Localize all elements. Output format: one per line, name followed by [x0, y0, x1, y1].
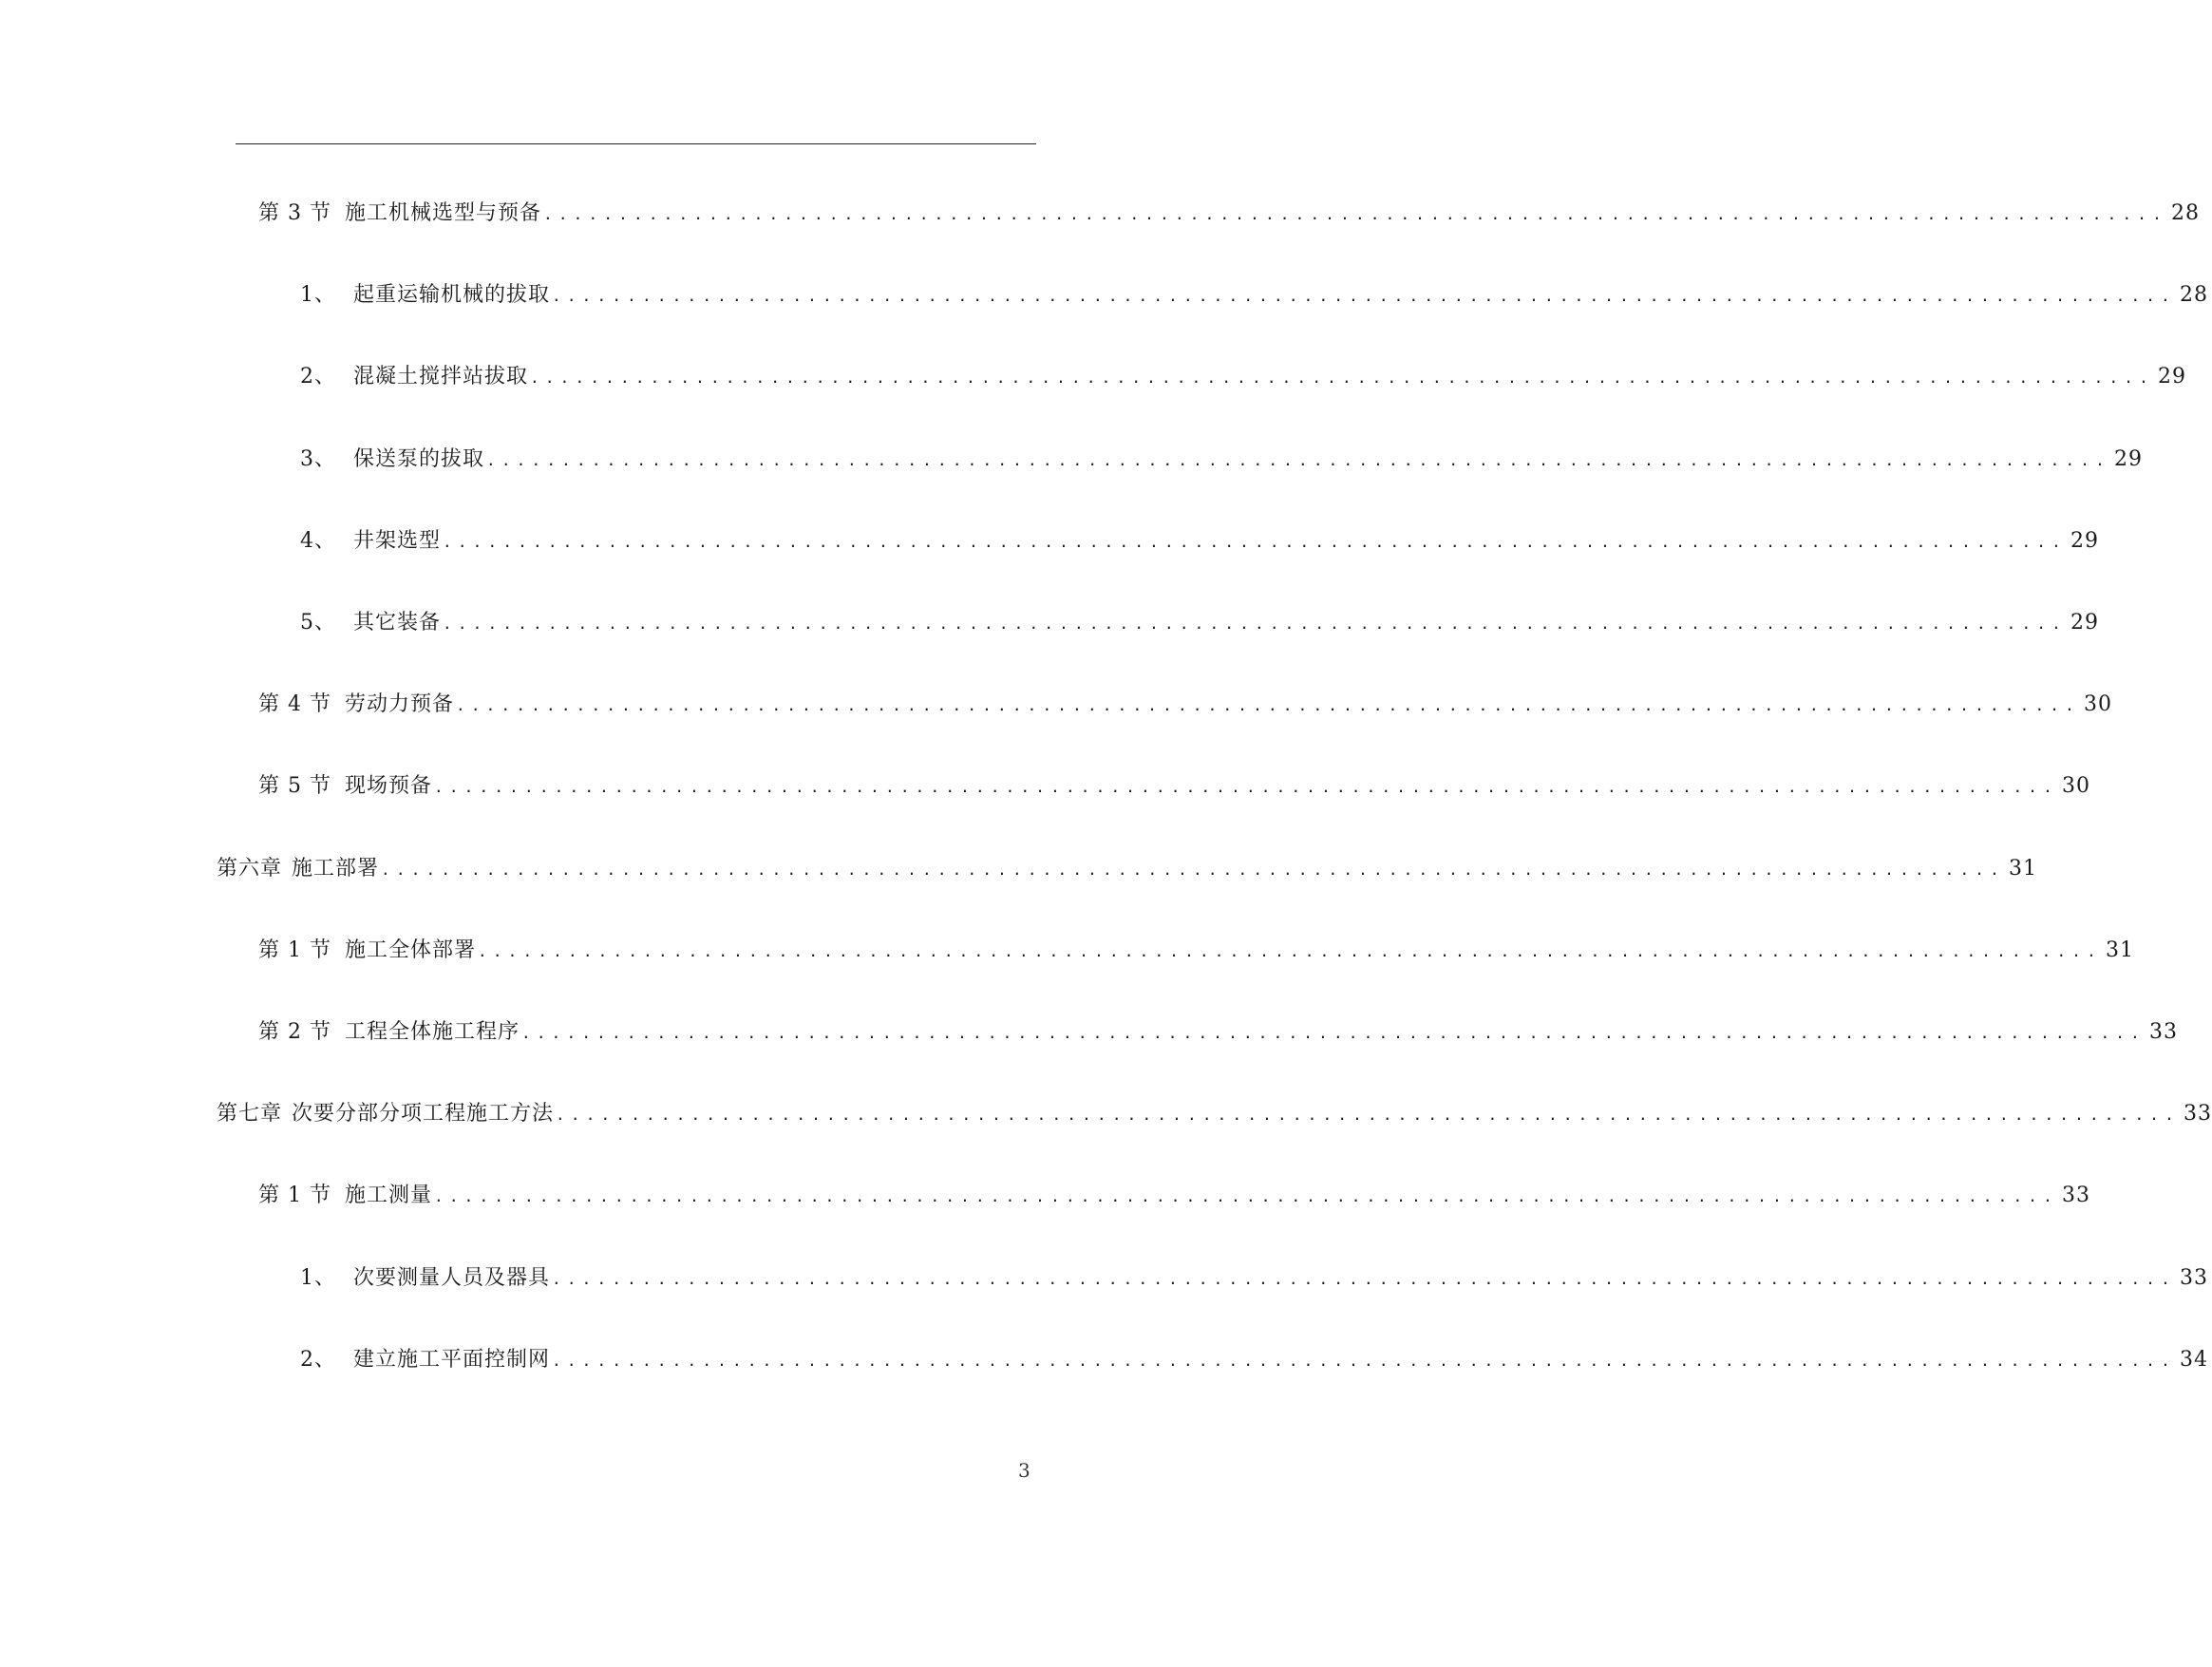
- toc-entry-page: 29: [2157, 365, 2186, 388]
- toc-entry-page: 31: [2105, 938, 2134, 962]
- toc-entry-prefix: 第 3 节: [258, 201, 331, 225]
- toc-entry-title: 现场预备: [344, 774, 432, 798]
- toc-entry-title: 劳动力预备: [344, 692, 454, 716]
- dot-leader: ............................................................................................................: [552, 287, 2176, 305]
- toc-entry-title: 施工测量: [344, 1184, 432, 1207]
- toc-entry[interactable]: [258, 1013, 2178, 1051]
- toc-entry-prefix: 第 5 节: [258, 774, 331, 798]
- toc-entry-title: 井架选型: [353, 529, 442, 553]
- dot-leader: ............................................................................................................: [434, 778, 2058, 796]
- toc-entry-prefix: 第 4 节: [258, 692, 331, 716]
- toc-entry-page: 33: [2179, 1266, 2208, 1290]
- dot-leader: ............................................................................................................: [443, 615, 2067, 633]
- toc-entry[interactable]: [300, 522, 2099, 560]
- toc-entry-prefix: 第 2 节: [258, 1020, 331, 1044]
- toc-entry-title: 其它装备: [353, 611, 442, 635]
- toc-entry[interactable]: [300, 604, 2099, 642]
- toc-entry[interactable]: [258, 932, 2134, 970]
- toc-entry-title: 次要测量人员及器具: [353, 1266, 551, 1290]
- toc-entry-prefix: 第七章: [217, 1102, 283, 1126]
- toc-entry[interactable]: [300, 1341, 2208, 1379]
- toc-entry-prefix: 第 1 节: [258, 938, 331, 962]
- dot-leader: ............................................................................................................: [486, 451, 2110, 469]
- toc-entry-page: 30: [2061, 774, 2090, 798]
- toc-entry-page: 29: [2113, 447, 2143, 471]
- toc-entry-prefix: 1、: [300, 283, 336, 307]
- toc-entry-prefix: 第六章: [217, 857, 283, 881]
- toc-entry-page: 33: [2183, 1102, 2212, 1126]
- toc-entry[interactable]: [300, 276, 2208, 314]
- toc-entry[interactable]: [217, 1095, 2212, 1133]
- dot-leader: ............................................................................................................: [530, 369, 2154, 387]
- toc-entry-page: 31: [2008, 857, 2037, 881]
- toc-entry-prefix: 2、: [300, 365, 336, 388]
- toc-entry-prefix: 2、: [300, 1348, 336, 1372]
- dot-leader: ............................................................................................................: [456, 696, 2080, 714]
- toc-entry-title: 工程全体施工程序: [344, 1020, 520, 1044]
- toc-entry[interactable]: [217, 850, 2037, 888]
- dot-leader: ............................................................................................................: [521, 1024, 2146, 1042]
- toc-entry[interactable]: [258, 686, 2112, 724]
- toc-entry[interactable]: [300, 441, 2143, 479]
- toc-entry[interactable]: [300, 358, 2186, 396]
- toc-entry-prefix: 3、: [300, 447, 336, 471]
- toc-entry-title: 施工全体部署: [344, 938, 476, 962]
- dot-leader: ............................................................................................................: [556, 1106, 2180, 1124]
- toc-entry[interactable]: [258, 767, 2090, 805]
- toc-entry-page: 28: [2170, 201, 2200, 225]
- footer-page-number: 3: [1018, 1459, 1030, 1482]
- dot-leader: ............................................................................................................: [552, 1352, 2176, 1370]
- toc-entry-title: 保送泵的拔取: [353, 447, 485, 471]
- dot-leader: ............................................................................................................: [381, 861, 2005, 879]
- dot-leader: ............................................................................................................: [443, 533, 2067, 551]
- dot-leader: ............................................................................................................: [478, 942, 2102, 960]
- toc-entry-title: 起重运输机械的拔取: [353, 283, 551, 307]
- dot-leader: ............................................................................................................: [434, 1187, 2058, 1205]
- toc-entry-title: 混凝土搅拌站拔取: [353, 365, 529, 388]
- toc-entry-page: 33: [2061, 1184, 2090, 1207]
- toc-entry-page: 33: [2148, 1020, 2178, 1044]
- toc-entry-page: 34: [2179, 1348, 2208, 1372]
- toc-entry-page: 28: [2179, 283, 2208, 307]
- toc-entry-title: 施工部署: [292, 857, 380, 881]
- dot-leader: ............................................................................................................: [543, 205, 2167, 223]
- toc-entry-title: 建立施工平面控制网: [353, 1348, 551, 1372]
- toc-entry-title: 施工机械选型与预备: [344, 201, 541, 225]
- toc-entry[interactable]: [258, 1177, 2090, 1215]
- toc-entry-title: 次要分部分项工程施工方法: [292, 1102, 555, 1126]
- dot-leader: ............................................................................................................: [552, 1270, 2176, 1288]
- toc-entry-prefix: 第 1 节: [258, 1184, 331, 1207]
- toc-entry[interactable]: [300, 1260, 2208, 1298]
- toc-entry-prefix: 4、: [300, 529, 336, 553]
- toc-entry[interactable]: [258, 195, 2200, 233]
- toc-entry-page: 30: [2083, 692, 2112, 716]
- toc-entry-page: 29: [2070, 529, 2099, 553]
- toc-entry-prefix: 1、: [300, 1266, 336, 1290]
- toc-entry-prefix: 5、: [300, 611, 336, 635]
- toc-entry-page: 29: [2070, 611, 2099, 635]
